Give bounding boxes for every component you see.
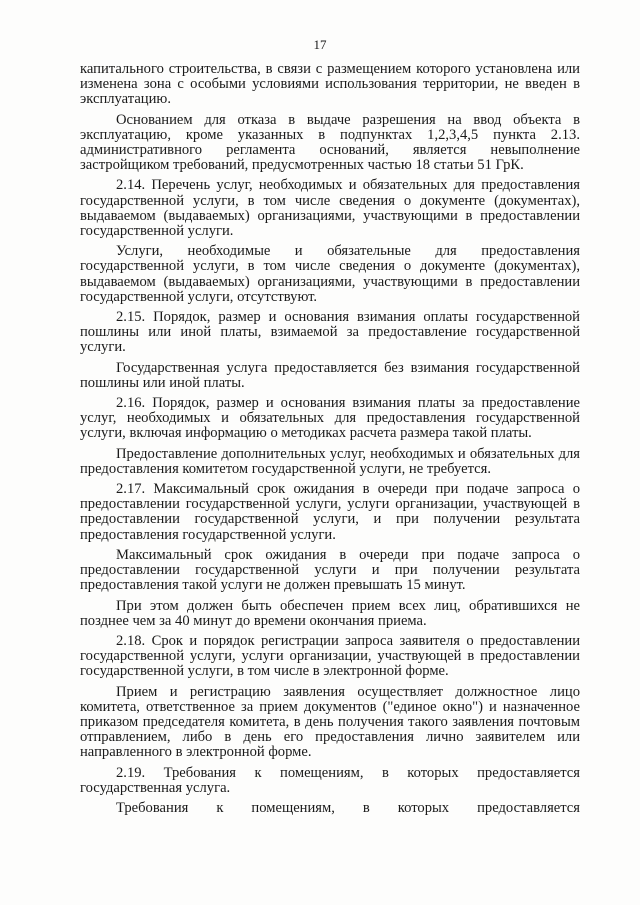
section-heading: 2.18. Срок и порядок регистрации запроса заявителя о предоставлении государственной услуги, услуги организации, участвующей в предоставлении государственной услуги, в том числе в электронной форме. [80,632,580,680]
paragraph: Предоставление дополнительных услуг, необходимых и обязательных для предоставления комитетом государственной услуги, не требуется. [80,445,580,477]
page-number: 17 [313,37,327,52]
paragraph: капитального строительства, в связи с размещением которого установлена или изменена зона с особыми условиями использования территории, не введен в эксплуатацию. [80,61,580,108]
section-heading: 2.19. Требования к помещениям, в которых предоставляется государственная услуга. [80,764,580,796]
section-heading: 2.16. Порядок, размер и основания взимания платы за предоставление услуг, необходимых и обязательных для предоставления государственной услуги, включая информацию о методиках расчета размера такой платы. [80,395,580,442]
paragraph: Основанием для отказа в выдаче разрешения на ввод объекта в эксплуатацию, кроме указанных в подпунктах 1,2,3,4,5 пункта 2.13. административного регламента оснований, является невыполнение застройщиком требований, предусмотренных частью 18 статьи 51 ГрК. [80,111,580,174]
section-heading: 2.15. Порядок, размер и основания взимания оплаты государственной пошлины или иной платы, взимаемой за предоставление государственной услуги. [80,309,580,356]
paragraph: При этом должен быть обеспечен прием всех лиц, обратившихся не позднее чем за 40 минут до времени окончания приема. [80,597,580,629]
paragraph: Услуги, необходимые и обязательные для предоставления государственной услуги, в том числе сведения о документе (документах), выдаваемом (выдаваемых) организациями, участвующими в предоставлении государственной услуги, отсутствуют. [80,243,580,305]
section-heading: 2.17. Максимальный срок ожидания в очереди при подаче запроса о предоставлении государственной услуги, услуги организации, участвующей в предоставлении государственной услуги, и при получении результата предоставления государственной услуги. [80,481,580,543]
paragraph: Максимальный срок ожидания в очереди при подаче запроса о предоставлении государственной услуги и при получении результата предоставления такой услуги не должен превышать 15 минут. [80,546,580,594]
document-body [80,62,580,821]
section-heading: 2.14. Перечень услуг, необходимых и обязательных для предоставления государственной услуги, в том числе сведения о документе (документах), выдаваемом (выдаваемых) организациями, участвующими в предоставлении государственной услуги. [80,177,580,240]
paragraph: Требования к помещениям, в которых предоставляется [116,799,580,816]
paragraph: Государственная услуга предоставляется без взимания государственной пошлины или иной платы. [80,359,580,391]
paragraph: Прием и регистрацию заявления осуществляет должностное лицо комитета, ответственное за прием документов ("единое окно") и назначенное приказом председателя комитета, в день получения такого заявления почтовым отправлением, либо в день его предоставления лично заявителем или направленного в электронной форме. [80,683,580,761]
